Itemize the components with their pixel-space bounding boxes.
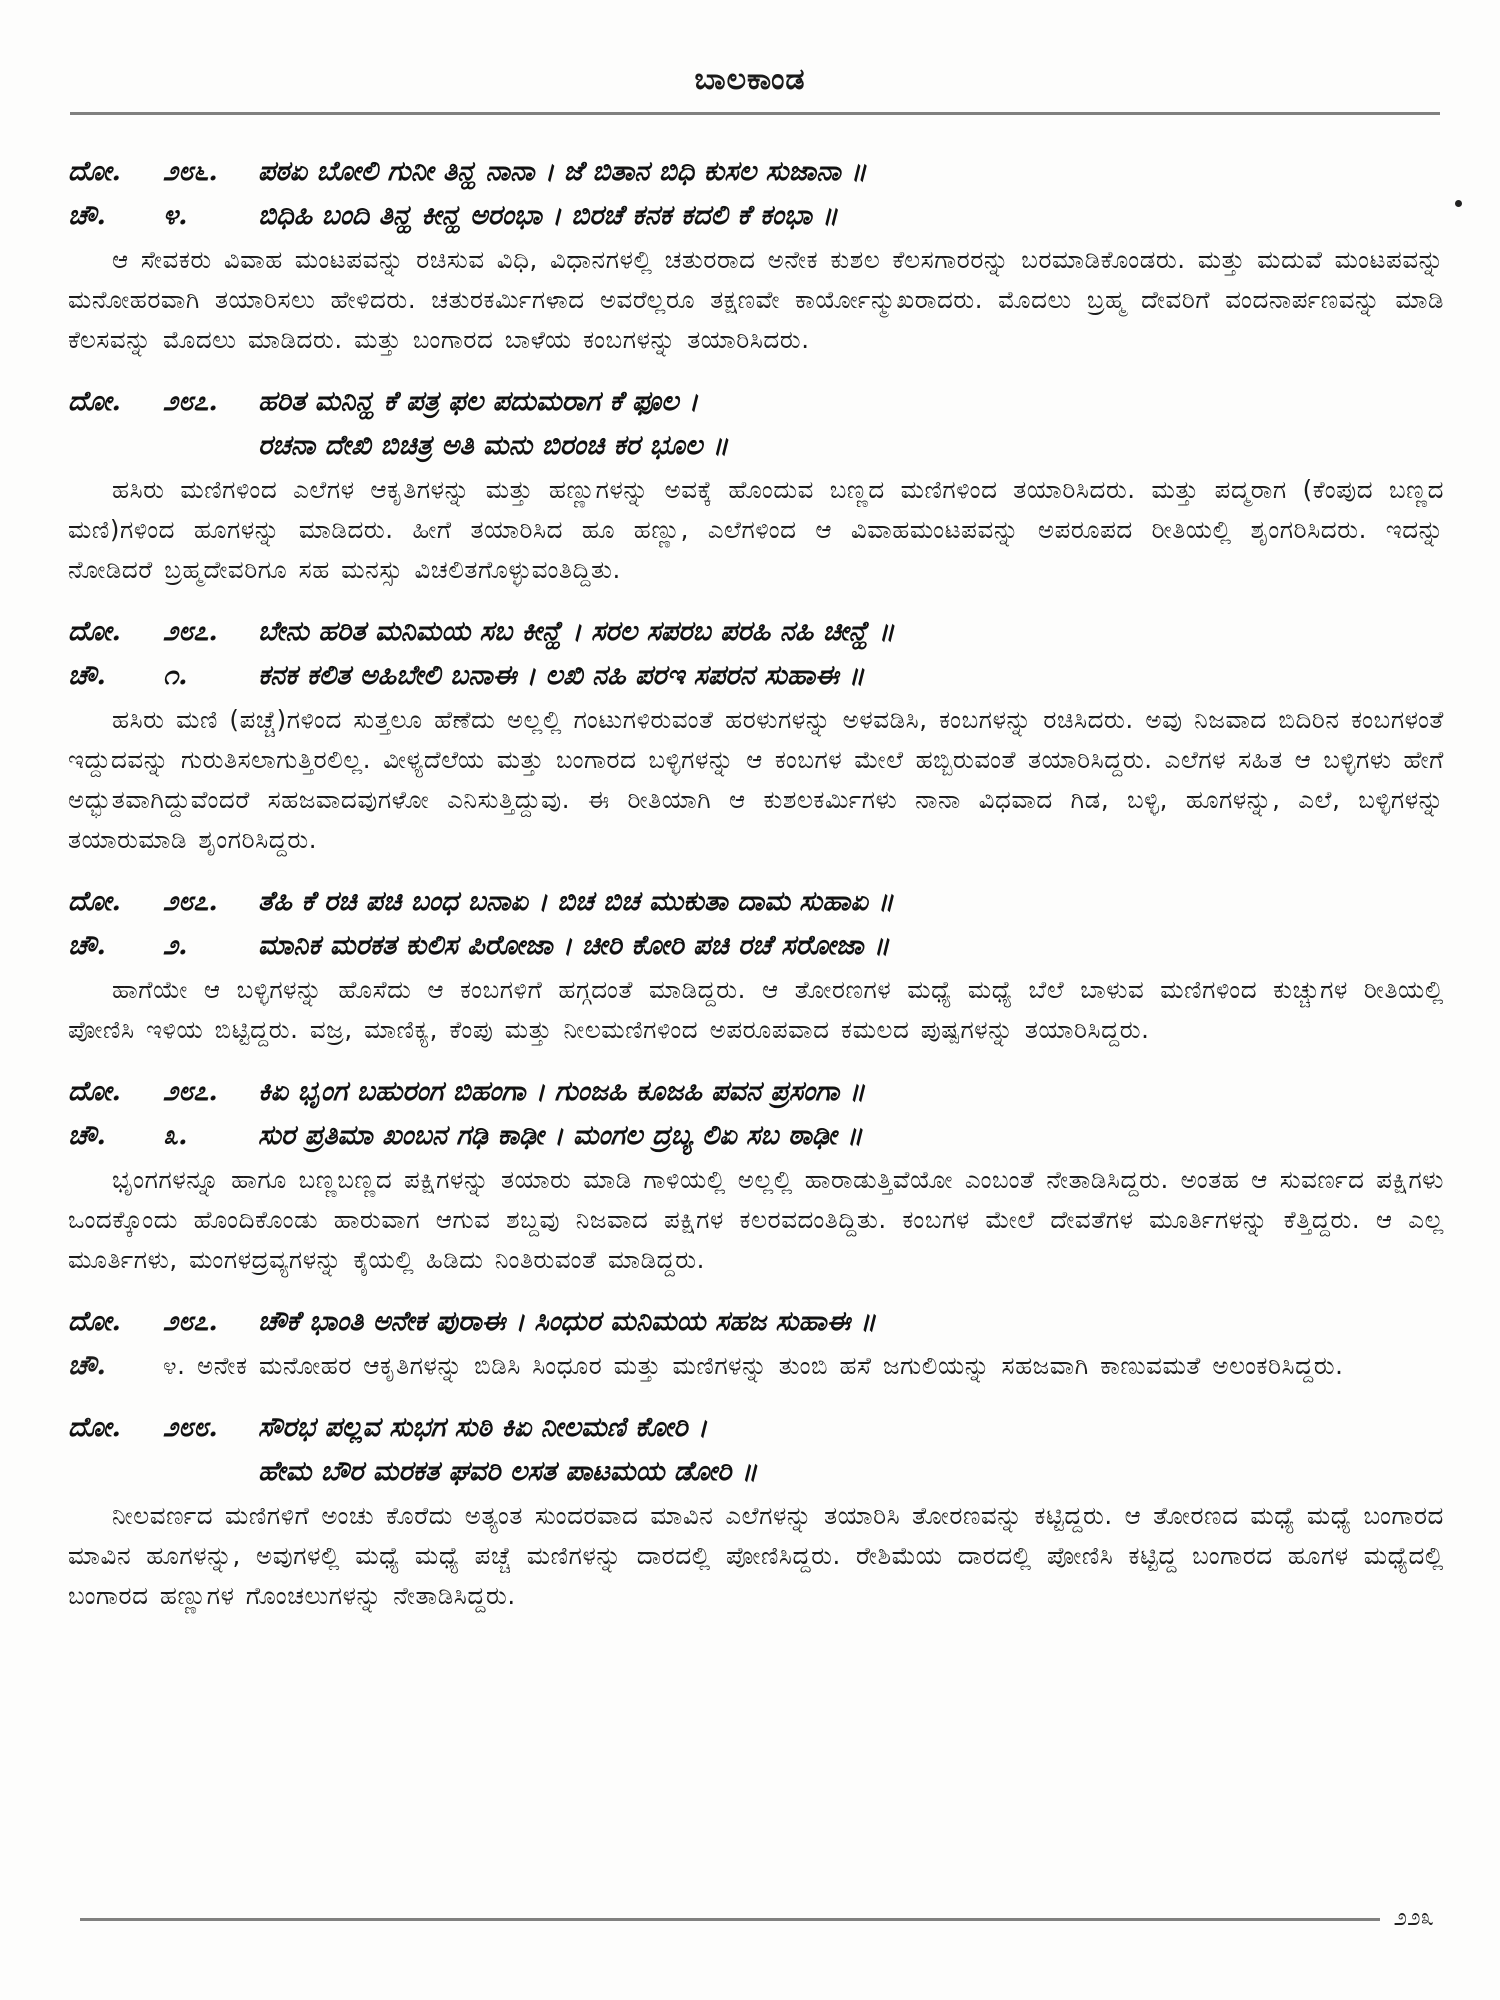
verse-label: ದೋ.	[68, 1306, 121, 1337]
commentary-paragraph: ಹಾಗೆಯೇ ಆ ಬಳ್ಳಿಗಳನ್ನು ಹೊಸೆದು ಆ ಕಂಬಗಳಿಗೆ ಹಗ್ಗದಂತೆ ಮಾಡಿದ್ದರು. ಆ ತೋರಣಗಳ ಮಧ್ಯೆ ಮಧ್ಯೆ ಬೆಲೆ ಬಾಳುವ ಮಣಿಗಳಿಂದ ಕುಚ್ಚುಗಳ ರೀತಿಯಲ್ಲಿ ಪೋಣಿಸಿ ಇಳಿಯ ಬಿಟ್ಟಿದ್ದರು. ವಜ್ರ, ಮಾಣಿಕ್ಯ, ಕೆಂಪು ಮತ್ತು ನೀಲಮಣಿಗಳಿಂದ ಅಪರೂಪವಾದ ಕಮಲದ ಪುಷ್ಪಗಳನ್ನು ತಯಾರಿಸಿದ್ದರು.	[68, 975, 1444, 1044]
verse-label: ದೋ.	[68, 1076, 121, 1107]
commentary-paragraph: ಆ ಸೇವಕರು ವಿವಾಹ ಮಂಟಪವನ್ನು ರಚಿಸುವ ವಿಧಿ, ವಿಧಾನಗಳಲ್ಲಿ ಚತುರರಾದ ಅನೇಕ ಕುಶಲ ಕೆಲಸಗಾರರನ್ನು ಬರಮಾಡಿಕೊಂಡರು. ಮತ್ತು ಮದುವೆ ಮಂಟಪವನ್ನು ಮನೋಹರವಾಗಿ ತಯಾರಿಸಲು ಹೇಳಿದರು. ಚತುರಕರ್ಮಿಗಳಾದ ಅವರೆಲ್ಲರೂ ತಕ್ಷಣವೇ ಕಾರ್ಯೋನ್ಮುಖರಾದರು. ಮೊದಲು ಬ್ರಹ್ಮ ದೇವರಿಗೆ ವಂದನಾರ್ಪಣವನ್ನು ಮಾಡಿ ಕೆಲಸವನ್ನು ಮೊದಲು ಮಾಡಿದರು. ಮತ್ತು ಬಂಗಾರದ ಬಾಳೆಯ ಕಂಬಗಳನ್ನು ತಯಾರಿಸಿದರು.	[68, 245, 1444, 354]
verse-section	[68, 880, 1444, 1050]
verse-text: ಸೌರಭ ಪಲ್ಲವ ಸುಭಗ ಸುಠಿ ಕಿಏ ನೀಲಮಣಿ ಕೋರಿ ।	[258, 1412, 708, 1443]
verse-label: ದೋ.	[68, 386, 121, 417]
verse-line	[68, 1406, 1444, 1450]
verse-number: ೨೮೬.	[163, 156, 218, 187]
verse-text: ಕಿಏ ಭೃಂಗ ಬಹುರಂಗ ಬಿಹಂಗಾ । ಗುಂಜಹಿ ಕೂಜಹಿ ಪವನ ಪ್ರಸಂಗಾ ॥	[258, 1076, 866, 1107]
commentary-paragraph: ನೀಲವರ್ಣದ ಮಣಿಗಳಿಗೆ ಅಂಚು ಕೊರೆದು ಅತ್ಯಂತ ಸುಂದರವಾದ ಮಾವಿನ ಎಲೆಗಳನ್ನು ತಯಾರಿಸಿ ತೋರಣವನ್ನು ಕಟ್ಟಿದ್ದರು. ಆ ತೋರಣದ ಮಧ್ಯೆ ಮಧ್ಯೆ ಬಂಗಾರದ ಮಾವಿನ ಹೂಗಳನ್ನು, ಅವುಗಳಲ್ಲಿ ಮಧ್ಯೆ ಮಧ್ಯೆ ಪಚ್ಚೆ ಮಣಿಗಳನ್ನು ದಾರದಲ್ಲಿ ಪೋಣಿಸಿದ್ದರು. ರೇಶಿಮೆಯ ದಾರದಲ್ಲಿ ಪೋಣಿಸಿ ಕಟ್ಟಿದ್ದ ಬಂಗಾರದ ಹೂಗಳ ಮಧ್ಯೆದಲ್ಲಿ ಬಂಗಾರದ ಹಣ್ಣುಗಳ ಗೊಂಚಲುಗಳನ್ನು ನೇತಾಡಿಸಿದ್ದರು.	[68, 1501, 1444, 1610]
verse-number: ೨.	[163, 930, 188, 961]
verse-text: ತೆಹಿ ಕೆ ರಚಿ ಪಚಿ ಬಂಧ ಬನಾಏ । ಬಿಚ ಬಿಚ ಮುಕುತಾ ದಾಮ ಸುಹಾಏ ॥	[258, 886, 894, 917]
verse-text: ಪಠಏ ಬೋಲಿ ಗುನೀ ತಿನ್ಹ ನಾನಾ । ಜೆ ಬಿತಾನ ಬಿಧಿ ಕುಸಲ ಸುಜಾನಾ ॥	[258, 156, 867, 187]
verse-section	[68, 380, 1444, 590]
verse-number: ೨೮೭.	[163, 1306, 218, 1337]
verse-section	[68, 610, 1444, 860]
header-rule	[70, 112, 1440, 115]
verse-number: ೨೮೮.	[163, 1412, 218, 1443]
commentary-paragraph: ಹಸಿರು ಮಣಿಗಳಿಂದ ಎಲೆಗಳ ಆಕೃತಿಗಳನ್ನು ಮತ್ತು ಹಣ್ಣುಗಳನ್ನು ಅವಕ್ಕೆ ಹೊಂದುವ ಬಣ್ಣದ ಮಣಿಗಳಿಂದ ತಯಾರಿಸಿದರು. ಮತ್ತು ಪದ್ಮರಾಗ (ಕೆಂಪುದ ಬಣ್ಣದ ಮಣಿ)ಗಳಿಂದ ಹೂಗಳನ್ನು ಮಾಡಿದರು. ಹೀಗೆ ತಯಾರಿಸಿದ ಹೂ ಹಣ್ಣು, ಎಲೆಗಳಿಂದ ಆ ವಿವಾಹಮಂಟಪವನ್ನು ಅಪರೂಪದ ರೀತಿಯಲ್ಲಿ ಶೃಂಗರಿಸಿದರು. ಇದನ್ನು ನೋಡಿದರೆ ಬ್ರಹ್ಮದೇವರಿಗೂ ಸಹ ಮನಸ್ಸು ವಿಚಲಿತಗೊಳ್ಳುವಂತಿದ್ದಿತು.	[68, 475, 1444, 584]
verse-label: ದೋ.	[68, 156, 121, 187]
verse-number: ೪.	[163, 200, 188, 231]
verse-line	[68, 380, 1444, 424]
verse-number: ೩.	[163, 1120, 188, 1151]
verse-text: ಮಾನಿಕ ಮರಕತ ಕುಲಿಸ ಪಿರೋಜಾ । ಚೀರಿ ಕೋರಿ ಪಚಿ ರಚೆ ಸರೋಜಾ ॥	[258, 930, 890, 961]
verse-number: ೨೮೭.	[163, 886, 218, 917]
verse-line	[68, 880, 1444, 924]
verse-text: ಸುರ ಪ್ರತಿಮಾ ಖಂಬನ ಗಢಿ ಕಾಢೀ । ಮಂಗಲ ದ್ರಬ್ಯ ಲಿಏ ಸಬ ಠಾಢೀ ॥	[258, 1120, 863, 1151]
print-speck	[1455, 200, 1462, 207]
verse-section	[68, 1406, 1444, 1616]
verse-line	[68, 610, 1444, 654]
verse-label: ದೋ.	[68, 886, 121, 917]
page-content	[68, 150, 1444, 1636]
verse-text: ಚೌಕೆ ಭಾಂತಿ ಅನೇಕ ಪುರಾಈ । ಸಿಂಧುರ ಮನಿಮಯ ಸಹಜ ಸುಹಾಈ ॥	[258, 1306, 877, 1337]
verse-text: ಹರಿತ ಮನಿನ್ಹ ಕೆ ಪತ್ರ ಫಲ ಪದುಮರಾಗ ಕೆ ಫೂಲ ।	[258, 386, 699, 417]
verse-section	[68, 150, 1444, 360]
verse-line	[68, 150, 1444, 194]
verse-label: ಚೌ.	[68, 1120, 106, 1151]
verse-number: ೪.	[162, 1351, 186, 1380]
verse-line	[68, 1300, 1444, 1344]
verse-number: ೨೮೭.	[163, 1076, 218, 1107]
verse-text: ಬಿಧಿಹಿ ಬಂದಿ ತಿನ್ಹ ಕೀನ್ಹ ಅರಂಭಾ । ಬಿರಚೆ ಕನಕ ಕದಲಿ ಕೆ ಕಂಭಾ ॥	[258, 200, 838, 231]
verse-line	[68, 424, 1444, 468]
verse-section	[68, 1070, 1444, 1280]
verse-line	[68, 924, 1444, 968]
verse-number: ೨೮೭.	[163, 386, 218, 417]
verse-line	[68, 654, 1444, 698]
page-number: ೨೨೩	[1393, 1903, 1434, 1931]
verse-line	[68, 194, 1444, 238]
commentary-paragraph	[68, 1346, 1444, 1386]
running-head: ಬಾಲಕಾಂಡ	[694, 62, 806, 97]
verse-line	[68, 1450, 1444, 1494]
verse-section	[68, 1300, 1444, 1386]
commentary-text: ಅನೇಕ ಮನೋಹರ ಆಕೃತಿಗಳನ್ನು ಬಿಡಿಸಿ ಸಿಂಧೂರ ಮತ್ತು ಮಣಿಗಳನ್ನು ತುಂಬಿ ಹಸೆ ಜಗುಲಿಯನ್ನು ಸಹಜವಾಗಿ ಕಾಣುವಮತೆ ಅಲಂಕರಿಸಿದ್ದರು.	[196, 1351, 1344, 1380]
verse-label: ದೋ.	[68, 616, 121, 647]
verse-text: ಬೇನು ಹರಿತ ಮನಿಮಯ ಸಬ ಕೀನ್ಹೆ । ಸರಲ ಸಪರಬ ಪರಹಿ ನಹಿ ಚೀನ್ಹೆ ॥	[258, 616, 895, 647]
verse-text: ರಚನಾ ದೇಖಿ ಬಿಚಿತ್ರ ಅತಿ ಮನು ಬಿರಂಚಿ ಕರ ಭೂಲ ॥	[258, 430, 729, 461]
verse-text: ಕನಕ ಕಲಿತ ಅಹಿಬೇಲಿ ಬನಾಈ । ಲಖಿ ನಹಿ ಪರಇ ಸಪರನ ಸುಹಾಈ ॥	[258, 660, 865, 691]
verse-label: ಚೌ.	[68, 660, 106, 691]
footer-rule	[80, 1918, 1380, 1921]
verse-label: ಚೌ.	[68, 1350, 106, 1381]
verse-label: ಚೌ.	[68, 930, 106, 961]
verse-number: ೨೮೭.	[163, 616, 218, 647]
commentary-paragraph: ಹಸಿರು ಮಣಿ (ಪಚ್ಚೆ)ಗಳಿಂದ ಸುತ್ತಲೂ ಹೆಣೆದು ಅಲ್ಲಲ್ಲಿ ಗಂಟುಗಳಿರುವಂತೆ ಹರಳುಗಳನ್ನು ಅಳವಡಿಸಿ, ಕಂಬಗಳನ್ನು ರಚಿಸಿದರು. ಅವು ನಿಜವಾದ ಬಿದಿರಿನ ಕಂಬಗಳಂತೆ ಇದ್ದುದವನ್ನು ಗುರುತಿಸಲಾಗುತ್ತಿರಲಿಲ್ಲ. ವೀಳ್ಯದೆಲೆಯ ಮತ್ತು ಬಂಗಾರದ ಬಳ್ಳಿಗಳನ್ನು ಆ ಕಂಬಗಳ ಮೇಲೆ ಹಬ್ಬಿರುವಂತೆ ತಯಾರಿಸಿದ್ದರು. ಎಲೆಗಳ ಸಹಿತ ಆ ಬಳ್ಳಿಗಳು ಹೇಗೆ ಅದ್ಭುತವಾಗಿದ್ದುವೆಂದರೆ ಸಹಜವಾದವುಗಳೋ ಎನಿಸುತ್ತಿದ್ದುವು. ಈ ರೀತಿಯಾಗಿ ಆ ಕುಶಲಕರ್ಮಿಗಳು ನಾನಾ ವಿಧವಾದ ಗಿಡ, ಬಳ್ಳಿ, ಹೂಗಳನ್ನು, ಎಲೆ, ಬಳ್ಳಿಗಳನ್ನು ತಯಾರುಮಾಡಿ ಶೃಂಗರಿಸಿದ್ದರು.	[68, 705, 1444, 854]
verse-line	[68, 1070, 1444, 1114]
verse-label: ಚೌ.	[68, 200, 106, 231]
verse-number: ೧.	[163, 660, 188, 691]
commentary-paragraph: ಭೃಂಗಗಳನ್ನೂ ಹಾಗೂ ಬಣ್ಣಬಣ್ಣದ ಪಕ್ಷಿಗಳನ್ನು ತಯಾರು ಮಾಡಿ ಗಾಳಿಯಲ್ಲಿ ಅಲ್ಲಲ್ಲಿ ಹಾರಾಡುತ್ತಿವೆಯೋ ಎಂಬಂತೆ ನೇತಾಡಿಸಿದ್ದರು. ಅಂತಹ ಆ ಸುವರ್ಣದ ಪಕ್ಷಿಗಳು ಒಂದಕ್ಕೊಂದು ಹೊಂದಿಕೊಂಡು ಹಾರುವಾಗ ಆಗುವ ಶಬ್ದವು ನಿಜವಾದ ಪಕ್ಷಿಗಳ ಕಲರವದಂತಿದ್ದಿತು. ಕಂಬಗಳ ಮೇಲೆ ದೇವತೆಗಳ ಮೂರ್ತಿಗಳನ್ನು ಕೆತ್ತಿದ್ದರು. ಆ ಎಲ್ಲ ಮೂರ್ತಿಗಳು, ಮಂಗಳದ್ರವ್ಯಗಳನ್ನು ಕೈಯಲ್ಲಿ ಹಿಡಿದು ನಿಂತಿರುವಂತೆ ಮಾಡಿದ್ದರು.	[68, 1165, 1444, 1274]
verse-label: ದೋ.	[68, 1412, 121, 1443]
verse-line	[68, 1114, 1444, 1158]
verse-text: ಹೇಮ ಬೌರ ಮರಕತ ಘವರಿ ಲಸತ ಪಾಟಮಯ ಡೋರಿ ॥	[258, 1456, 758, 1487]
